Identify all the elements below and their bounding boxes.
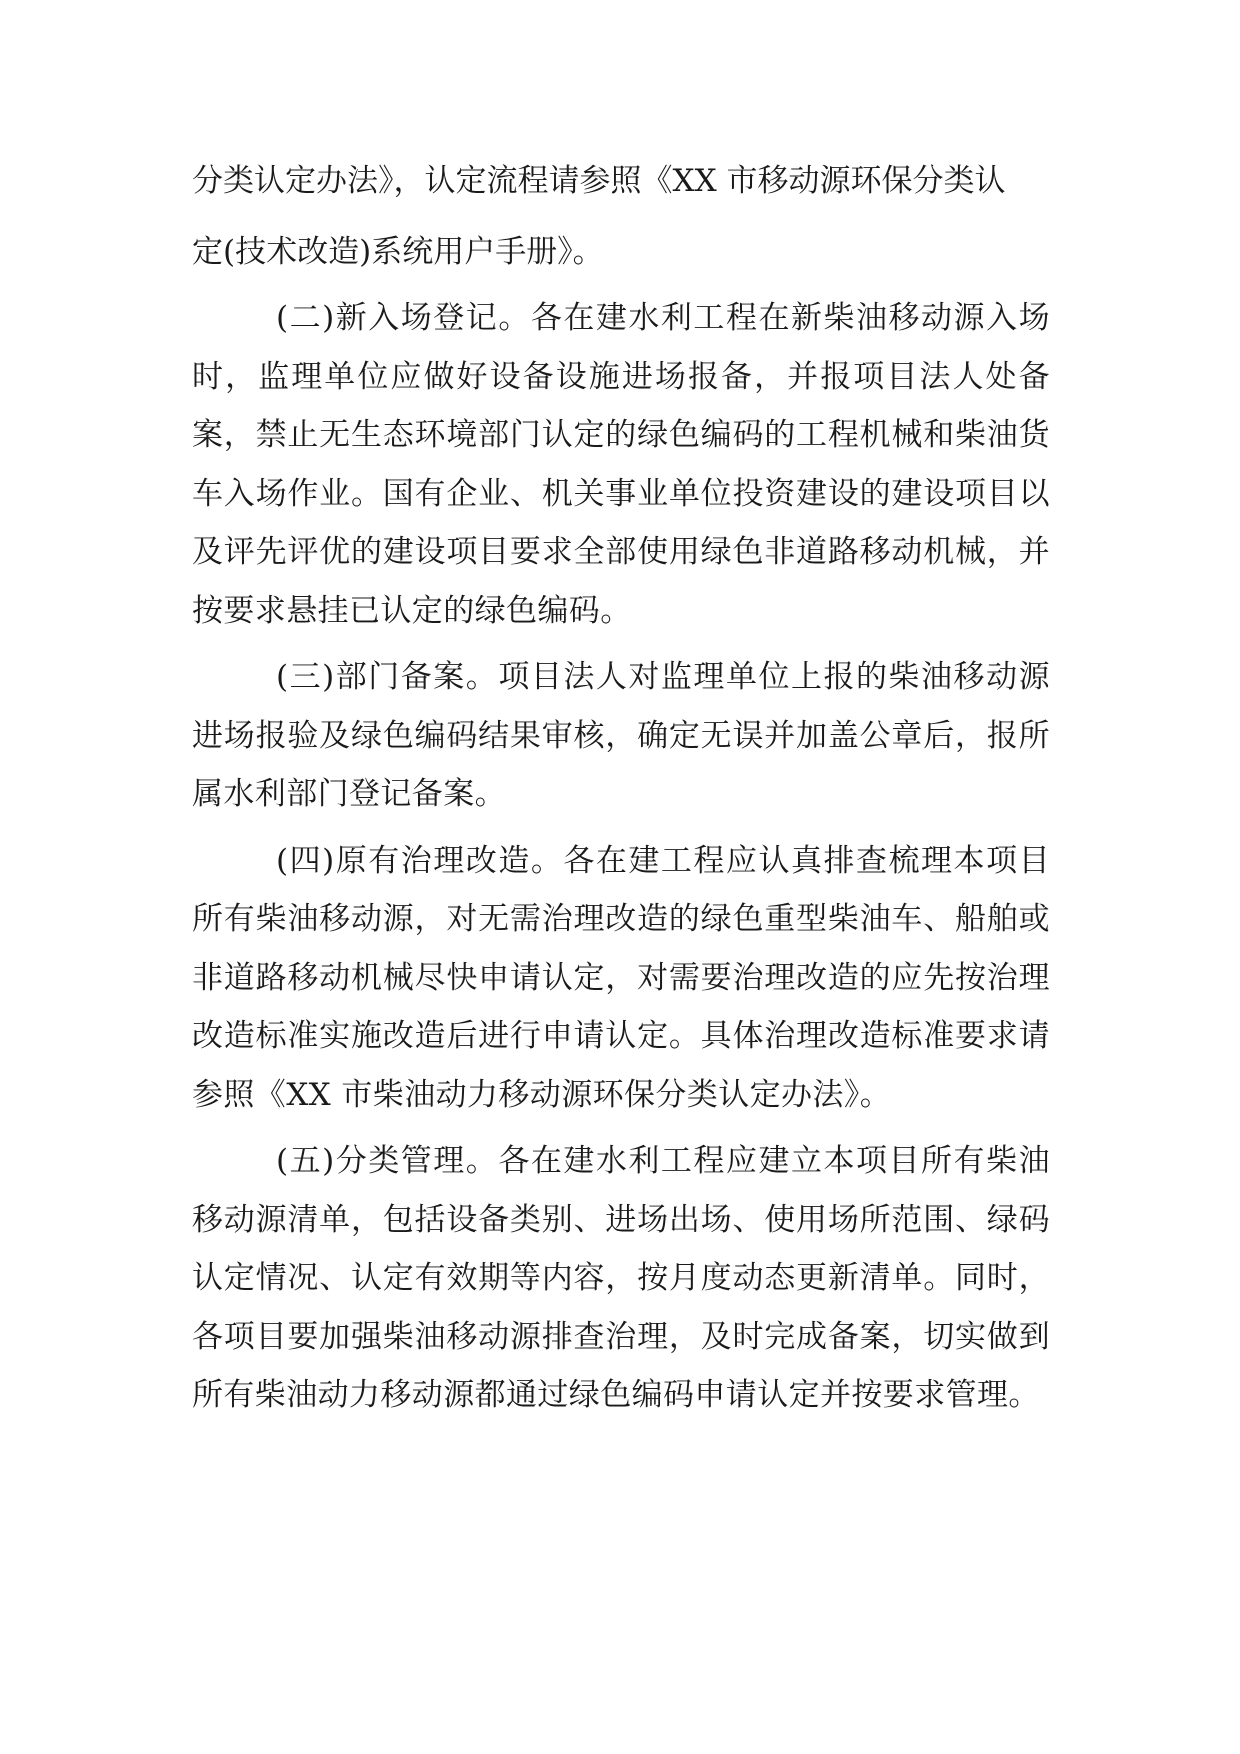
section-4-paragraph <box>192 832 1050 1125</box>
section-3-paragraph <box>192 648 1050 824</box>
section-4-body: 各在建工程应认真排查梳理本项目所有柴油移动源，对无需治理改造的绿色重型柴油车、船舶或非道路移动机械尽快申请认定，对需要治理改造的应先按治理改造标准实施改造后进行申请认定。具体治理改造标准要求请参照《XX 市柴油动力移动源环保分类认定办法》。 <box>192 842 1050 1113</box>
section-3-body: 项目法人对监理单位上报的柴油移动源进场报验及绿色编码结果审核，确定无误并加盖公章后，报所属水利部门登记备案。 <box>192 659 1050 812</box>
document-body <box>192 152 1050 1425</box>
section-3-heading: (三)部门备案。 <box>276 659 499 695</box>
intro-paragraph <box>192 152 1050 281</box>
section-5-body: 各在建水利工程应建立本项目所有柴油移动源清单，包括设备类别、进场出场、使用场所范围、绿码认定情况、认定有效期等内容，按月度动态更新清单。同时，各项目要加强柴油移动源排查治理，及时完成备案，切实做到所有柴油动力移动源都通过绿色编码申请认定并按要求管理。 <box>192 1143 1050 1413</box>
intro-line-1: 分类认定办法》，认定流程请参照《XX 市移动源环保分类认 <box>192 163 1006 199</box>
section-4-heading: (四)原有治理改造。 <box>276 842 564 879</box>
intro-line-2: 定(技术改造)系统用户手册》。 <box>192 233 604 270</box>
section-5-heading: (五)分类管理。 <box>276 1143 499 1179</box>
section-2-heading: (二)新入场登记。 <box>276 300 531 336</box>
section-2-paragraph <box>192 289 1050 640</box>
section-2-body: 各在建水利工程在新柴油移动源入场时，监理单位应做好设备设施进场报备，并报项目法人处备案，禁止无生态环境部门认定的绿色编码的工程机械和柴油货车入场作业。国有企业、机关事业单位投资建设的建设项目以及评先评优的建设项目要求全部使用绿色非道路移动机械，并按要求悬挂已认定的绿色编码。 <box>192 300 1050 629</box>
section-5-paragraph <box>192 1132 1050 1425</box>
